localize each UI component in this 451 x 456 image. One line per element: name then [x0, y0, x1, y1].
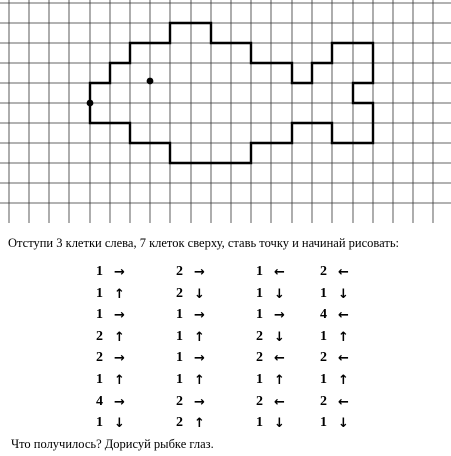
arrow-right-icon: →: [194, 394, 205, 410]
command-step: [256, 329, 296, 349]
arrow-right-icon: →: [114, 351, 125, 367]
step-count: 4: [96, 393, 103, 409]
command-step: [256, 394, 296, 414]
arrow-down-icon: ↓: [274, 286, 285, 302]
instruction-text: Отступи 3 клетки слева, 7 клеток сверху, ставь точку и начинай рисовать:: [8, 236, 400, 250]
step-count: 2: [96, 328, 103, 344]
command-step: [176, 329, 216, 349]
arrow-down-icon: ↓: [274, 329, 285, 345]
arrow-left-icon: ←: [338, 308, 349, 324]
arrow-up-icon: ↑: [114, 373, 125, 388]
command-step: [256, 307, 296, 327]
start-dot: [87, 100, 94, 107]
footer-question: Что получилось? Дорисуй рыбке глаз.: [11, 437, 214, 451]
command-step: [96, 415, 136, 435]
step-count: 1: [320, 328, 327, 344]
command-step: [320, 264, 360, 284]
step-count: 2: [176, 393, 183, 409]
step-count: 1: [176, 328, 183, 344]
command-step: [176, 394, 216, 414]
command-step: [320, 394, 360, 414]
command-step: [176, 372, 216, 392]
step-count: 2: [176, 415, 183, 431]
arrow-left-icon: ←: [274, 265, 285, 280]
arrow-left-icon: ←: [274, 394, 285, 410]
command-step: [256, 264, 296, 284]
command-step: [256, 415, 296, 435]
step-count: 2: [256, 328, 263, 344]
arrow-left-icon: ←: [274, 351, 285, 367]
arrow-left-icon: ←: [338, 394, 349, 410]
arrow-left-icon: ←: [338, 265, 349, 280]
step-count: 1: [96, 264, 103, 279]
arrow-down-icon: ↓: [274, 416, 285, 432]
arrow-right-icon: →: [194, 265, 205, 280]
arrow-right-icon: →: [114, 394, 125, 410]
command-step: [96, 264, 136, 284]
arrow-up-icon: ↑: [114, 286, 125, 302]
step-count: 1: [96, 307, 103, 323]
step-count: 1: [256, 415, 263, 431]
step-count: 2: [256, 350, 263, 366]
arrow-down-icon: ↓: [338, 416, 349, 432]
command-step: [176, 350, 216, 370]
command-step: [176, 415, 216, 435]
step-count: 1: [256, 307, 263, 323]
step-count: 2: [256, 393, 263, 409]
command-step: [320, 372, 360, 392]
command-step: [96, 394, 136, 414]
command-step: [320, 350, 360, 370]
command-step: [176, 307, 216, 327]
command-step: [320, 307, 360, 327]
step-count: 1: [176, 372, 183, 387]
arrow-down-icon: ↓: [338, 286, 349, 302]
step-count: 1: [320, 372, 327, 387]
arrow-up-icon: ↑: [194, 329, 205, 345]
step-count: 2: [176, 285, 183, 301]
arrow-right-icon: →: [194, 351, 205, 367]
command-step: [320, 415, 360, 435]
arrow-right-icon: →: [194, 308, 205, 324]
step-count: 1: [96, 372, 103, 387]
arrow-up-icon: ↑: [194, 416, 205, 432]
command-step: [96, 286, 136, 306]
command-step: [320, 286, 360, 306]
arrow-right-icon: →: [114, 265, 125, 280]
step-count: 1: [176, 350, 183, 366]
step-count: 4: [320, 307, 327, 323]
command-step: [256, 350, 296, 370]
step-count: 1: [256, 285, 263, 301]
step-count: 2: [320, 350, 327, 366]
arrow-down-icon: ↓: [114, 416, 125, 432]
arrow-up-icon: ↑: [338, 373, 349, 388]
arrow-up-icon: ↑: [114, 329, 125, 345]
command-step: [96, 307, 136, 327]
arrow-up-icon: ↑: [338, 329, 349, 345]
step-count: 1: [96, 415, 103, 431]
step-count: 2: [96, 350, 103, 366]
step-count: 2: [320, 264, 327, 279]
command-step: [96, 350, 136, 370]
step-count: 1: [176, 307, 183, 323]
command-step: [320, 329, 360, 349]
command-step: [96, 372, 136, 392]
arrow-up-icon: ↑: [194, 373, 205, 388]
command-step: [96, 329, 136, 349]
fish-eye-dot: [147, 78, 154, 85]
arrow-down-icon: ↓: [194, 286, 205, 302]
step-count: 1: [256, 264, 263, 279]
step-count: 1: [320, 415, 327, 431]
arrow-up-icon: ↑: [274, 373, 285, 388]
arrow-right-icon: →: [274, 308, 285, 324]
step-count: 2: [176, 264, 183, 279]
fish-outline: [90, 23, 373, 163]
grid-lines: [0, 0, 451, 223]
step-count: 1: [320, 285, 327, 301]
command-step: [256, 372, 296, 392]
step-count: 2: [320, 393, 327, 409]
step-count: 1: [96, 285, 103, 301]
command-step: [256, 286, 296, 306]
command-step: [176, 286, 216, 306]
step-count: 1: [256, 372, 263, 387]
arrow-right-icon: →: [114, 308, 125, 324]
arrow-left-icon: ←: [338, 351, 349, 367]
command-step: [176, 264, 216, 284]
